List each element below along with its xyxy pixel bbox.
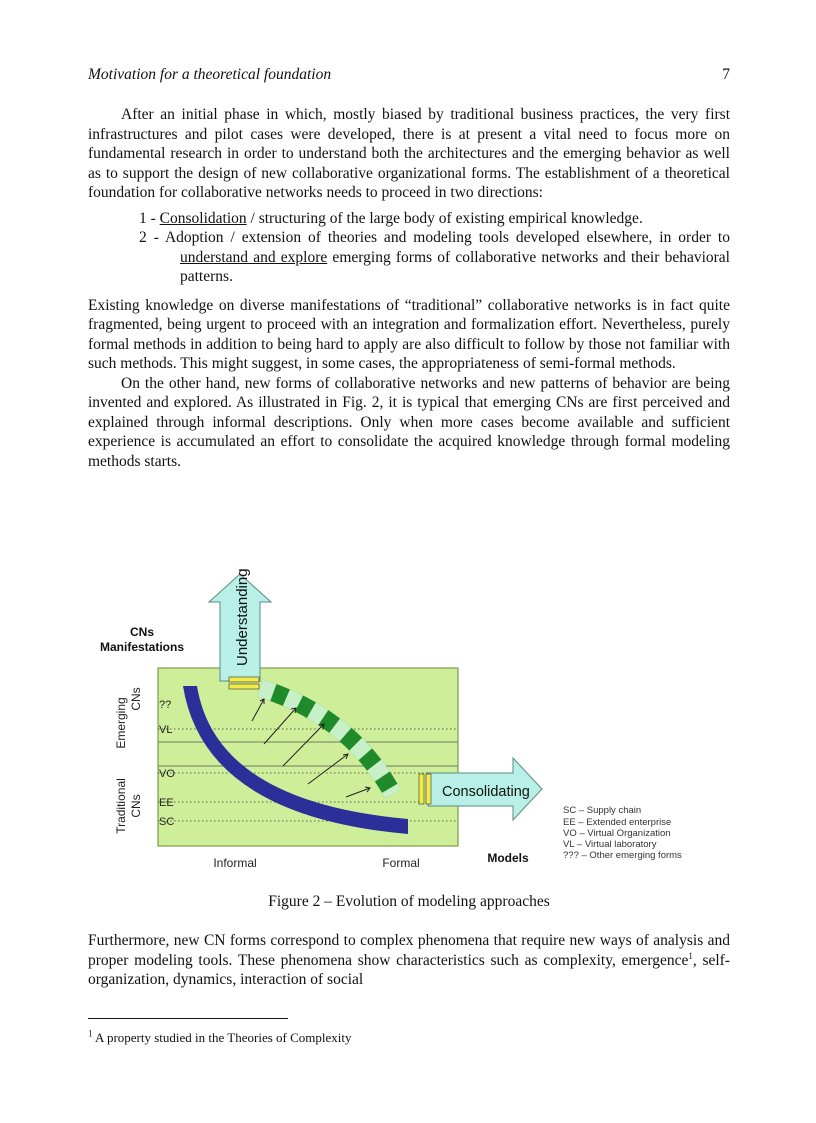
running-header [88,66,730,84]
paragraph-1: After an initial phase in which, mostly biased by traditional business practices, the very first infrastructures and pilot cases were developed, there is at present a vital need to focus more on fundamental research in order to understand both the architectures and the emerging behavior as well as to support the design of new collaborative organizational forms. The establishment of a theoretical foundation for collaborative networks needs to proceed in two directions: [88,106,730,201]
underlined-consolidation: Consolidation [159,209,247,227]
page-number: 7 [722,66,730,83]
consolidating-label: Consolidating [442,784,530,800]
running-title: Motivation for a theoretical foundation [88,66,332,83]
emerging-label-line2: CNs [129,687,143,711]
traditional-label-line2: CNs [129,794,143,818]
legend-item-vo: VO – Virtual Organization [563,828,671,839]
list-item-2: 2 - Adoption / extension of theories and modeling tools developed elsewhere, in order to understand and explore emerging forms of collaborative networks and their behavioral patterns. [139,229,730,285]
level-label-unknown: ?? [159,699,172,711]
x-axis-title: Models [487,851,529,865]
paragraph-3: On the other hand, new forms of collaborative networks and new patterns of behavior are being invented and explored. As illustrated in Fig. 2, it is typical that emerging CNs are first perceived and explained through informal descriptions. Only when more cases become available and sufficient experience is accumulated an effort to consolidate the acquired knowledge through formal modeling methods starts. [88,374,730,470]
legend-item-sc: SC – Supply chain [563,805,642,816]
figure-caption: Figure 2 – Evolution of modeling approaches [268,893,550,910]
footnote [88,1030,352,1046]
traditional-label-line1: Traditional [114,778,128,834]
level-label-ee: EE [159,797,174,809]
paragraph-4: Furthermore, new CN forms correspond to complex phenomena that require new ways of analysis and proper modeling tools. These phenomena show characteristics such as complexity, emergence$^1$, self-organization, dynamics, interaction of social [88,932,730,988]
list-item-1: 1 - Consolidation / structuring of the large body of existing empirical knowledge. [139,209,643,227]
level-label-vl: VL [159,724,173,736]
underlined-understand: understand and explore [180,248,328,266]
footnote-rule [88,1018,288,1019]
paragraph-2: Existing knowledge on diverse manifestations of “traditional” collaborative networks is in fact quite fragmented, being urgent to proceed with an integration and formalization effort. Nevertheless, purely formal methods in addition to being hard to apply are also difficult to follow by those not familiar with such methods. This might suggest, in some cases, the appropriateness of semi-formal methods. [88,296,730,372]
figure-diagram [88,566,730,876]
y-axis-title-line2: Manifestations [99,640,185,654]
level-label-vo: VO [159,768,175,780]
understanding-label: Understanding [234,568,251,666]
legend-item-other: ??? – Other emerging forms [563,850,682,861]
directions-list [88,209,730,287]
emerging-label-line1: Emerging [114,697,128,749]
y-axis-title-line1: CNs [129,625,155,639]
footnote-ref: 1 [688,950,693,961]
body-text [88,105,730,471]
x-label-formal: Formal [382,856,420,870]
x-label-informal: Informal [213,856,257,870]
level-label-sc: SC [159,816,175,828]
legend [563,805,682,861]
footnote-marker: 1 [88,1028,93,1039]
footnote-text: A property studied in the Theories of Complexity [92,1030,352,1045]
legend-item-ee: EE – Extended enterprise [563,817,672,828]
legend-item-vl: VL – Virtual laboratory [563,839,657,850]
plot-area [158,668,458,846]
figure-evolution-of-modeling [88,566,730,876]
